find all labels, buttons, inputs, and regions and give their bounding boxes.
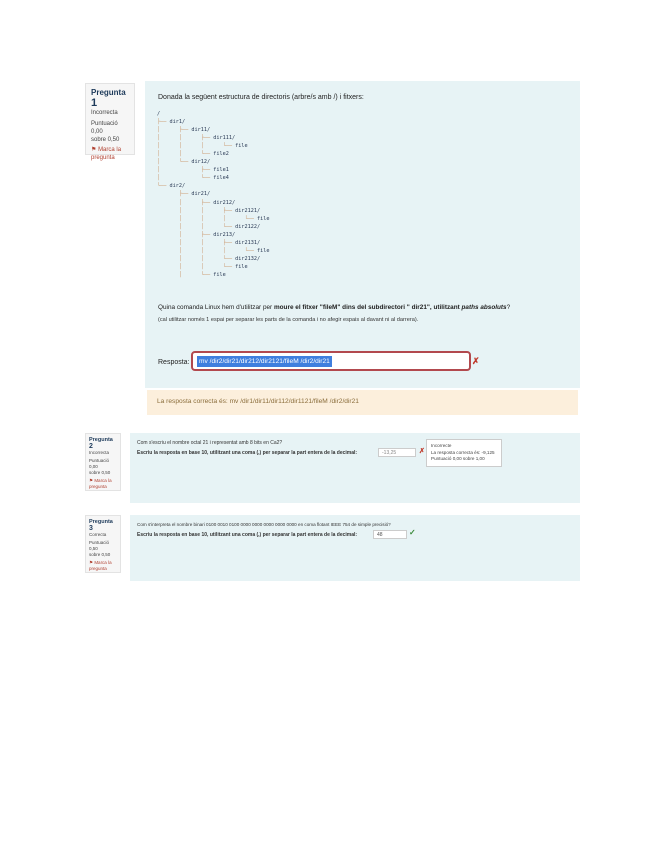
q3-score-1: Puntuació 0,50 (89, 540, 110, 551)
q1-question-post: ? (506, 304, 511, 311)
q1-question-bold: moure el fitxer "fileM" dins del subdirectori " dir21", utilitzant (273, 304, 462, 311)
q3-flag-label-1: Marca la (94, 560, 112, 565)
tree-line: │ │ ├── dir2131/ (178, 239, 261, 246)
q2-flag-label-2: pregunta (89, 484, 107, 489)
q2-incorrect-icon: ✗ (419, 448, 425, 455)
q1-flag-link[interactable] (91, 146, 129, 162)
q1-answer-input[interactable] (191, 351, 471, 371)
q1-question-note: (cal utilitzar només 1 espai per separar les parts de la comanda i no afegir espais al davant ni al darrera). (158, 317, 419, 323)
q3-score-2: sobre 0,50 (89, 552, 111, 557)
q3-label: Pregunta (89, 519, 113, 525)
q1-flag-label-2: pregunta (91, 155, 115, 161)
q1-question (158, 302, 576, 326)
q3-number-value: 3 (89, 525, 93, 532)
q2-result-popover (426, 439, 502, 467)
tree-line: / (157, 111, 161, 117)
q1-intro: Donada la següent estructura de directoris (arbre/s amb /) i fitxers: (158, 94, 364, 101)
q3-flag-link[interactable] (89, 560, 117, 572)
q2-pop-title: Incorrecte (431, 443, 452, 448)
q3-text-2: Escriu la resposta en base 10, utilitzant una coma (,) per separar la part entera de la decimal: (137, 532, 358, 538)
q2-flag-link[interactable] (89, 478, 117, 490)
q3-number (89, 519, 117, 532)
q1-score-2: sobre 0,50 (91, 137, 120, 143)
q3-status: Correcta (89, 532, 107, 537)
q2-pop-line-2: Puntuació 0,00 sobre 1,00 (431, 456, 485, 461)
q1-answer-value: mv /dir2/dir21/dir212/dir2121/fileM /dir2/dir21 (199, 358, 330, 365)
tree-line: │ │ ├── dir111/ (157, 135, 236, 142)
q1-correct-answer-feedback (147, 390, 578, 415)
q2-info-panel (85, 433, 121, 491)
tree-line: │ ├── dir213/ (178, 231, 236, 238)
flag-icon: ⚑ (89, 478, 94, 483)
tree-line: │ │ │ └── file (178, 247, 270, 254)
q2-status: Incorrecta (89, 450, 110, 455)
q3-text-1: Com s'interpreta el nombre binari 0100 0010 0100 0000 0000 0000 0000 0000 en coma flotant IEEE 754 de simple precisió? (137, 522, 391, 527)
q3-answer-input[interactable]: 48 (373, 530, 407, 539)
q1-flag-label-1: Marca la (98, 147, 122, 153)
q2-content-panel (130, 433, 580, 503)
q1-question-pre: Quina comanda Linux hem d'utilitzar per (158, 304, 274, 311)
tree-line: │ │ └── dir2132/ (178, 255, 261, 262)
q1-feedback-text: La resposta correcta és: mv /dir1/dir11/dir112/dir1121/fileM /dir2/dir21 (157, 398, 359, 405)
tree-line: │ └── file (178, 271, 226, 278)
tree-line: │ │ └── file (178, 263, 248, 270)
q3-info-panel (85, 515, 121, 573)
tree-line: │ │ │ └── file (178, 215, 270, 222)
q1-number (91, 88, 129, 109)
q1-number-value: 1 (91, 97, 98, 109)
q1-info-panel (85, 83, 135, 161)
tree-line: ├── dir1/ (157, 119, 186, 126)
q3-content-panel (130, 515, 580, 581)
tree-line: │ │ └── dir2122/ (178, 223, 261, 230)
q2-flag-label-1: Marca la (94, 478, 112, 483)
tree-line: │ ├── dir11/ (157, 127, 211, 134)
tree-line: ├── dir21/ (178, 191, 211, 198)
tree-line: │ └── dir12/ (157, 159, 211, 166)
tree-line: │ └── file4 (157, 175, 229, 182)
q1-status: Incorrecta (91, 110, 118, 116)
q2-pop-line-1: La resposta correcta és: -9,125 (431, 449, 495, 455)
q3-flag-label-2: pregunta (89, 566, 107, 571)
tree-line: │ ├── dir212/ (178, 199, 236, 206)
tree-line: │ ├── file1 (157, 167, 229, 174)
tree-line: │ │ └── file2 (157, 151, 229, 158)
q1-directory-tree (157, 110, 270, 279)
tree-line: │ │ │ └── file (157, 143, 248, 150)
tree-line: └── dir2/ (157, 183, 186, 190)
q2-number (89, 437, 117, 450)
q1-incorrect-icon: ✗ (472, 356, 480, 366)
q1-content-panel (145, 81, 580, 388)
q2-label: Pregunta (89, 437, 113, 443)
q2-score-2: sobre 0,50 (89, 470, 111, 475)
q1-answer-label: Resposta: (158, 359, 190, 366)
tree-line: │ │ ├── dir2121/ (178, 207, 261, 214)
q1-score-1: Puntuació 0,00 (91, 121, 118, 135)
q2-score-1: Puntuació 0,00 (89, 458, 110, 469)
q2-answer-input[interactable]: -13,25 (378, 448, 416, 457)
q3-correct-icon: ✓ (409, 528, 416, 537)
q1-question-em: paths absoluts (461, 304, 507, 311)
flag-icon: ⚑ (89, 560, 94, 565)
flag-icon: ⚑ (91, 147, 97, 153)
q2-number-value: 2 (89, 443, 93, 450)
q2-text-2: Escriu la resposta en base 10, utilitzant una coma (,) per separar la part entera de la decimal: (137, 450, 358, 456)
q2-text-1: Com s'escriu el nombre octal 21 i representat amb 8 bits en Ca2? (137, 440, 283, 446)
q1-label: Pregunta (91, 88, 126, 97)
